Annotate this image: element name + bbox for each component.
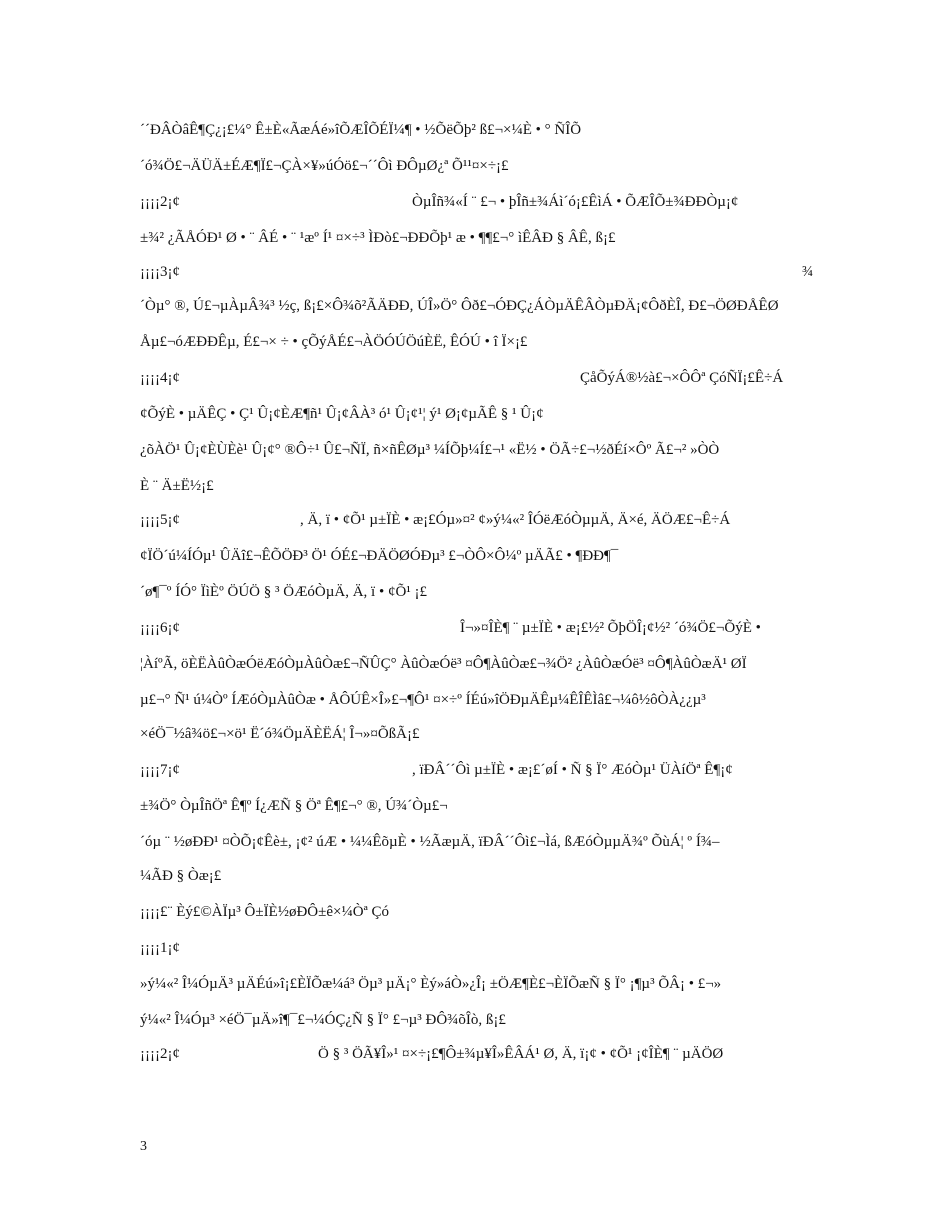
text-line: Åµ£¬óÆÐÐÊµ, É£¬× ÷ • çÕýÅÉ£¬ÀÖÓÚÖúÈË, ÊÓÚ • î Ï×¡£ — [140, 334, 528, 350]
section-heading: ¡¡¡¡£¨ Èý£©ÀÏµ³ Ô±ÏÈ½øÐÔ±ê×¼Òª Çó — [140, 904, 389, 920]
text-line: ´´ÐÂÒâÊ¶Ç¿¡£¼° Ê±È«ÃæÁé»îÕÆÎÕÉÏ¼¶ • ½ÕëÕþ² ß£¬×¼È • ° ÑÎÕ — [140, 122, 582, 138]
text-line: ¢ÏÖ´ú¼ÍÓµ¹ ÛÄî£¬ÊÕÖÐ³ Ö¹ ÓÉ£¬ÐÄÖØÓÐµ³ £¬ÒÔ×Ô¼º µÄÃ£ • ¶ÐÐ¶¯ — [140, 548, 619, 564]
text-line: ý¼«² Î¼Óµ³ ×éÖ¯µÄ»î¶¯£¬¼ÓÇ¿Ñ § Ï° £¬µ³ ÐÔ¾õÎò, ß¡£ — [140, 1012, 506, 1028]
text-line: ´ó¾Ö£¬ÄÜÄ±ÉÆ¶Ï£¬ÇÀ×¥»úÓö£¬´´Ôì ÐÔµØ¿ª Õ¹¹¤×÷¡£ — [140, 158, 509, 174]
paragraph-marker: ¡¡¡¡2¡¢ — [140, 194, 180, 210]
text-line: ¿õÀÖ¹ Û¡¢ÈÙÈè¹ Û¡¢° ®Ô÷¹ Û£¬ÑÏ, ñ×ñÊØµ³ ¼ÍÕþ¼Í£¬¹ «Ë½ • ÖÃ÷£¬½ðÉí×Ôº Ã£¬² »ÒÒ — [140, 442, 720, 458]
text-line: ¦ÀíºÃ, öÈËÀûÒæÓëÆóÒµÀûÒæ£¬ÑÛÇ° ÀûÒæÓë³ ¤Ô¶ÀûÒæ£¬¾Ö² ¿ÀûÒæÓë³ ¤Ô¶ÀûÒæÄ¹ ØÏ — [140, 656, 747, 672]
paragraph-marker: ¡¡¡¡5¡¢ — [140, 512, 180, 528]
text-line: ¢ÕýÈ • µÄÊÇ • Ç¹ Û¡¢ÈÆ¶ñ¹ Û¡¢ÂÀ³ ó¹ Û¡¢¹¦ ý¹ Ø¡¢µÃÊ § ¹ Û¡¢ — [140, 406, 544, 422]
text-line-tail: , Ä, ï • ¢Õ¹ µ±ÏÈ • æ¡£Óµ»¤² ¢»ý¼«² ÎÓëÆóÒµµÄ, Ä×é, ÄÖÆ£¬Ê÷Á — [300, 512, 731, 528]
text-line: ´ø¶¯º ÍÓ° ÏìÈº ÖÚÖ § ³ ÖÆóÒµÄ, Ä, ï • ¢Õ¹ ¡£ — [140, 584, 428, 600]
text-line: ×éÖ¯½â¾ö£¬×ö¹ Ë´ó¾ÖµÄÈËÁ¦ Î¬»¤ÕßÃ¡£ — [140, 726, 420, 742]
text-line-tail: ÒµÎñ¾«Í ¨ £¬ • þÎñ±¾Áì´ó¡£ÊìÁ • ÕÆÎÕ±¾ÐÐÒµ¡¢ — [412, 194, 739, 210]
text-line-tail: , ïÐÂ´´Ôì µ±ÏÈ • æ¡£´øÍ • Ñ § Ï° ÆóÒµ¹ ÜÀíÖª Ê¶¡¢ — [412, 762, 733, 778]
text-line: ¼ÃÐ § Òæ¡£ — [140, 868, 222, 884]
text-line-tail: ÇåÕýÁ®½à£¬×ÔÔª ÇóÑÏ¡£Ê÷Á — [580, 370, 784, 386]
paragraph-marker: ¡¡¡¡2¡¢ — [140, 1046, 180, 1062]
text-line: ±¾Ö° ÒµÎñÖª Ê¶º Í¿ÆÑ § Öª Ê¶£¬° ®, Ú¾´Òµ£¬ — [140, 798, 448, 814]
paragraph-marker: ¡¡¡¡6¡¢ — [140, 620, 180, 636]
paragraph-marker: ¡¡¡¡3¡¢ — [140, 264, 180, 280]
text-line-tail: Î¬»¤ÎÈ¶ ¨ µ±ÏÈ • æ¡£½² ÕþÖÎ¡¢½² ´ó¾Ö£¬ÕýÈ • — [460, 620, 761, 636]
text-line-tail: ¾ — [802, 264, 814, 280]
text-line-tail: Ö § ³ ÖÃ¥Î»¹ ¤×÷¡£¶Ô±¾µ¥Î»ÊÂÁ¹ Ø, Ä, ï¡¢ • ¢Õ¹ ¡¢ÎÈ¶ ¨ µÄÖØ — [318, 1046, 724, 1062]
text-line: È ¨ Ä±Ë½¡£ — [140, 478, 214, 494]
text-line: µ£¬° Ñ¹ ú¼Òº ÍÆóÒµÀûÒæ • ÅÔÚÊ×Î»£¬¶Ô¹ ¤×÷º ÍÉú»îÖÐµÄÊµ¼ÊÎÊÌâ£¬¼ô½ôÒÀ¿¿µ³ — [140, 692, 706, 708]
paragraph-marker: ¡¡¡¡7¡¢ — [140, 762, 180, 778]
paragraph-marker: ¡¡¡¡4¡¢ — [140, 370, 180, 386]
text-line: ±¾² ¿ÃÅÓÐ¹ Ø • ¨ ÂÉ • ¨ ¹æº Í¹ ¤×÷³ ÌÐò£¬ÐÐÕþ¹ æ • ¶¶£¬° ìÊÂÐ § ÂÊ, ß¡£ — [140, 230, 616, 246]
text-line: »ý¼«² Î¼ÓµÄ³ µÄÉú»î¡£ÈÏÕæ¼á³ Öµ³ µÄ¡° Èý»áÒ»¿Î¡ ±ÖÆ¶È£¬ÈÏÕæÑ § Ï° ¡¶µ³ ÕÂ¡ • £¬» — [140, 976, 722, 992]
page-number: 3 — [140, 1139, 147, 1154]
paragraph-marker: ¡¡¡¡1¡¢ — [140, 940, 180, 956]
text-line: ´Òµ° ®, Ú£¬µÀµÂ¾³ ½ç, ß¡£×Ô¾õ²ÃÄÐÐ, ÚÎ»Ö° Ôð£¬ÓÐÇ¿ÁÒµÄÊÂÒµÐÄ¡¢ÔðÈÎ, Ð£¬ÖØÐÅÊØ — [140, 298, 779, 314]
text-line: ´óµ ¨ ½øÐÐ¹ ¤ÒÕ¡¢Êè±, ¡¢² úÆ • ¼¼ÊõµÈ • ½ÃæµÄ, ïÐÂ´´Ôì£¬Ìá, ßÆóÒµµÄ¾º ÕùÁ¦ º Í¾– — [140, 834, 720, 850]
